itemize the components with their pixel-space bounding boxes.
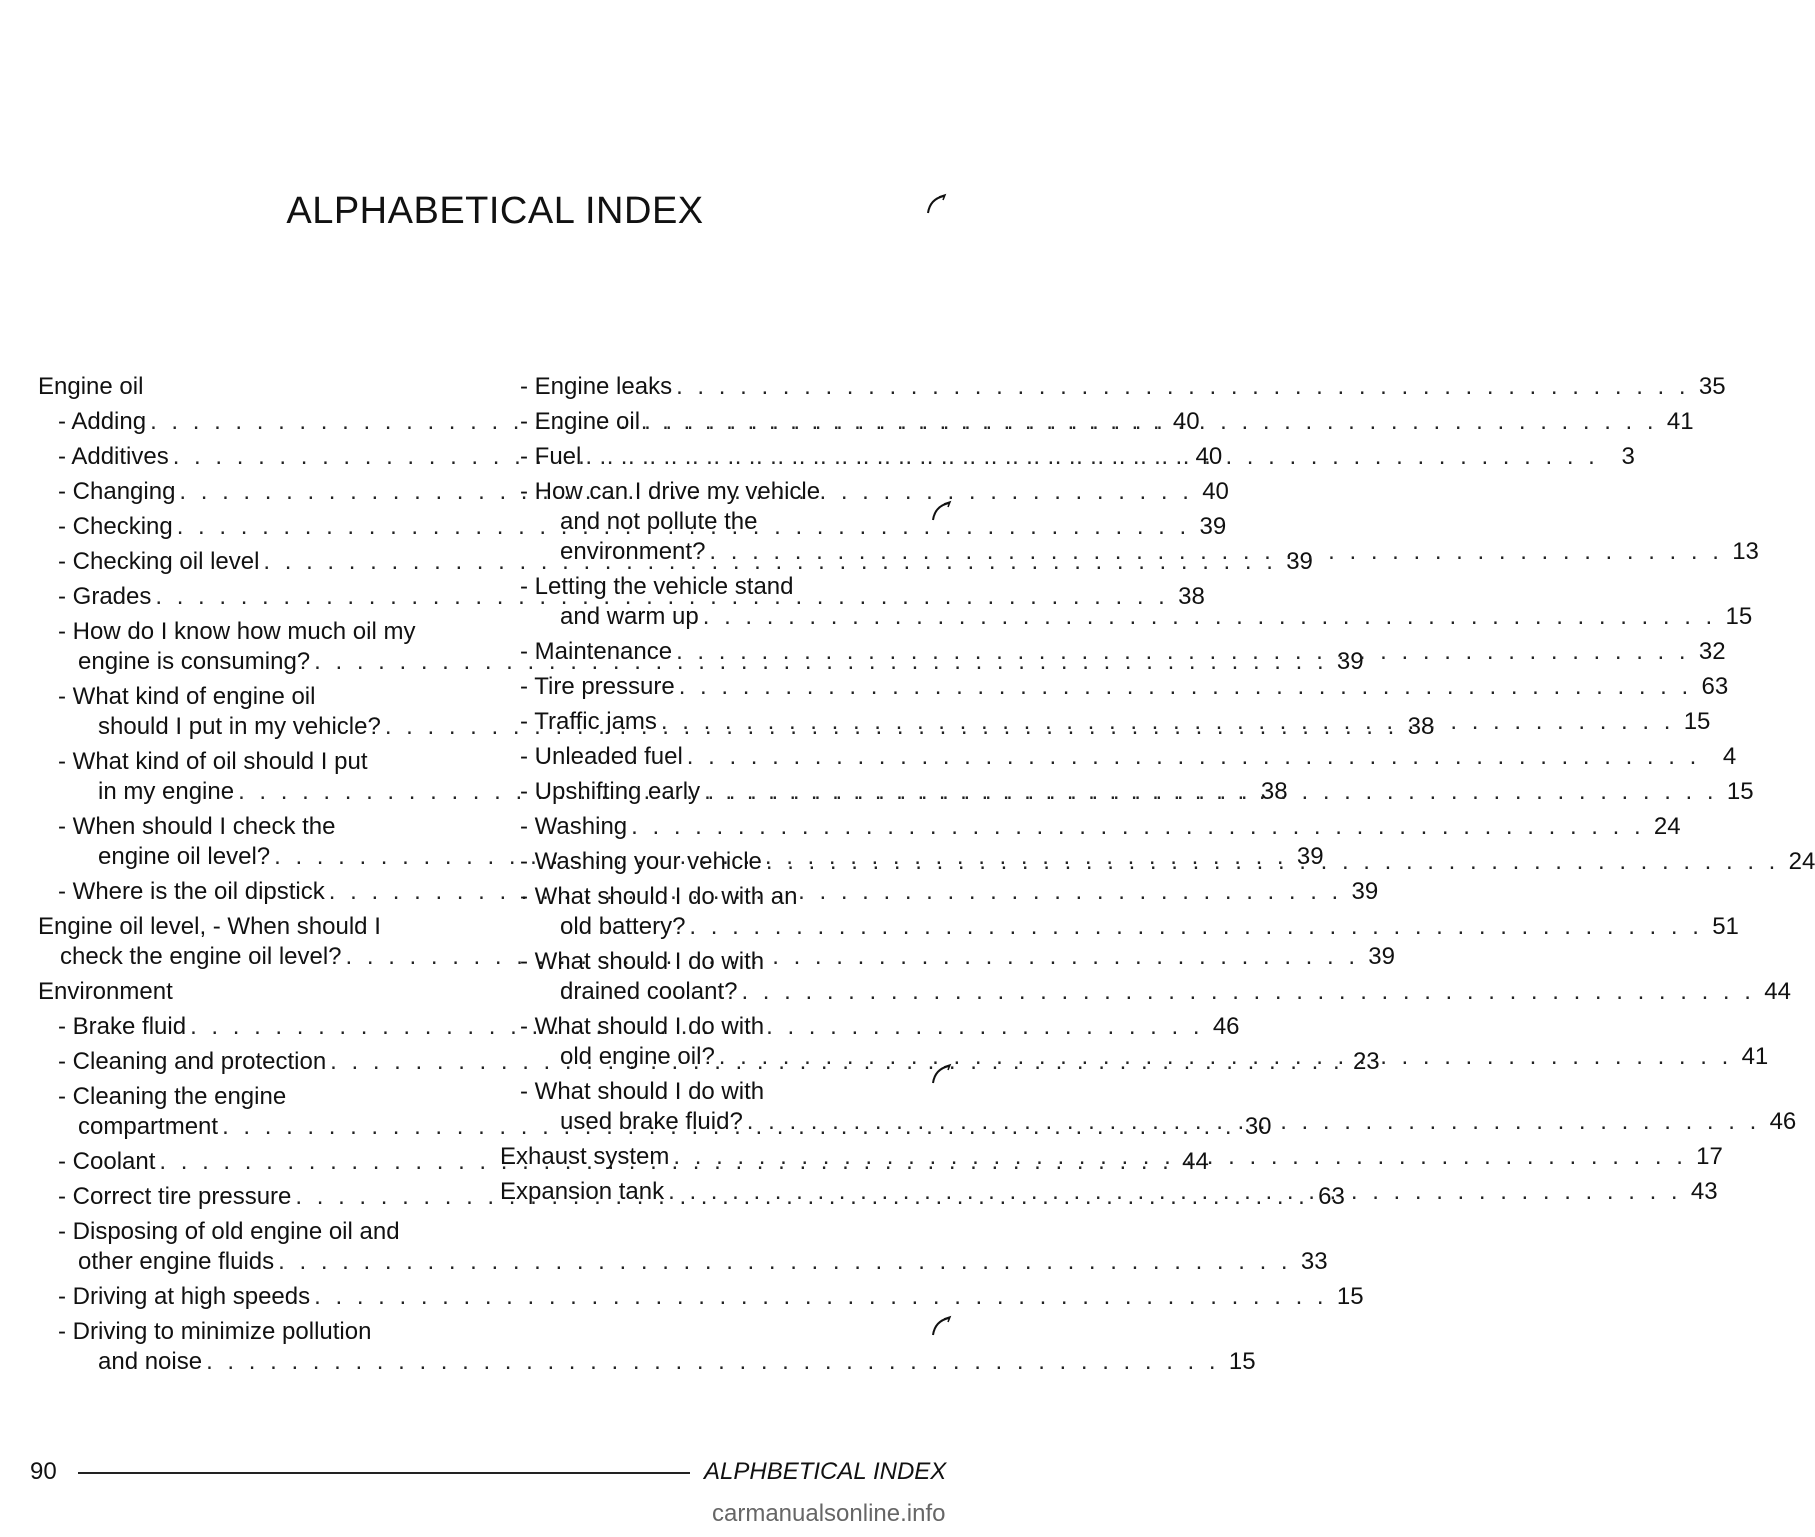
index-entry-text: Engine oil: [38, 373, 144, 400]
index-page-number: 38: [1407, 713, 1435, 740]
index-entry-text: - What should I do with: [520, 1078, 765, 1105]
dot-leader: [206, 1347, 1219, 1377]
index-entry-text: - Brake fluid: [58, 1013, 187, 1040]
index-entry-text: and not pollute the: [560, 508, 758, 535]
index-entry-text: - Washing your vehicle: [520, 848, 762, 875]
index-entry-text: Engine oil level, - When should I: [38, 913, 381, 940]
index-entry-text: old engine oil?: [560, 1043, 715, 1070]
index-page-number: 63: [1701, 673, 1729, 700]
bookmark-mark-icon: [925, 193, 947, 215]
index-entry: [38, 1317, 1256, 1377]
dot-leader: [676, 637, 1689, 667]
dot-leader: [661, 707, 1674, 737]
page-title: ALPHABETICAL INDEX: [286, 190, 704, 232]
index-entry-text: - Unleaded fuel: [520, 743, 683, 770]
dot-leader: [644, 407, 1657, 437]
index-entry-text: - Checking oil level: [58, 548, 260, 575]
index-entry-text: and warm up: [560, 603, 699, 630]
index-entry: [38, 1282, 1364, 1312]
index-page-number: 24: [1788, 848, 1815, 875]
dot-leader: [747, 1107, 1760, 1137]
index-entry-text: drained coolant?: [560, 978, 738, 1005]
index-entry: [38, 372, 478, 402]
index-entry-text: - Additives: [58, 443, 169, 470]
index-entry-text: used brake fluid?: [560, 1108, 743, 1135]
index-entry-text: compartment: [78, 1113, 219, 1140]
dot-leader: [689, 912, 1702, 942]
index-page-number: 15: [1228, 1348, 1256, 1375]
index-entry-text: - Coolant: [58, 1148, 156, 1175]
index-page-number: 41: [1666, 408, 1694, 435]
index-page-number: 46: [1769, 1108, 1797, 1135]
dot-leader: [673, 1142, 1686, 1172]
index-page-number: 39: [1351, 878, 1379, 905]
index-entry-text: - Driving to minimize pollution: [58, 1318, 372, 1345]
index-entry-text: Exhaust system: [500, 1143, 670, 1170]
index-page-number: 39: [1336, 648, 1364, 675]
index-entry-text: - Tire pressure: [520, 673, 675, 700]
index-page-number: 40: [1202, 478, 1229, 505]
index-entry-text: - How do I know how much oil my: [58, 618, 416, 645]
index-entry-text: - Grades: [58, 583, 152, 610]
index-entry-text: - Fuel: [520, 443, 582, 470]
index-entry: [38, 977, 478, 1007]
index-page-number: 38: [1178, 583, 1205, 610]
index-entry-text: - Driving at high speeds: [58, 1283, 311, 1310]
index-page-number: 39: [1199, 513, 1227, 540]
dot-leader: [704, 777, 1717, 807]
index-entry-text: environment?: [560, 538, 706, 565]
index-entry: [500, 672, 1729, 702]
dot-leader: [709, 537, 1722, 567]
index-entry-text: Expansion tank: [500, 1178, 665, 1205]
index-entry-text: - What should I do with: [520, 1013, 765, 1040]
index-entry-text: - When should I check the: [58, 813, 336, 840]
index-entry: [500, 812, 1681, 842]
index-page-number: 39: [1368, 943, 1395, 970]
index-entry-text: - What should I do with: [520, 948, 765, 975]
index-page-number: 44: [1764, 978, 1791, 1005]
index-page-number: 39: [1286, 548, 1313, 575]
index-entry-text: - Changing: [58, 478, 176, 505]
footer-rule: [78, 1472, 690, 1474]
index-page-number: 24: [1653, 813, 1681, 840]
index-entry-text: check the engine oil level?: [60, 943, 342, 970]
dot-leader: [679, 672, 1692, 702]
index-entry-text: - Adding: [58, 408, 147, 435]
dot-leader: [668, 1177, 1681, 1207]
index-page-number: 23: [1352, 1048, 1380, 1075]
index-page-number: 15: [1725, 603, 1753, 630]
index-entry-text: - Letting the vehicle stand: [520, 573, 794, 600]
index-page-number: 4: [1722, 743, 1737, 770]
index-page-number: 32: [1698, 638, 1726, 665]
index-page-number: 40: [1172, 408, 1200, 435]
index-page-number: 15: [1336, 1283, 1364, 1310]
index-page-number: 39: [1296, 843, 1324, 870]
index-entry-text: - How can I drive my vehicle: [520, 478, 821, 505]
index-page-number: 17: [1696, 1143, 1723, 1170]
index-page-number: 30: [1244, 1113, 1272, 1140]
dot-leader: [687, 742, 1700, 772]
index-entry-text: should I put in my vehicle?: [98, 713, 381, 740]
index-entry-text: other engine fluids: [78, 1248, 275, 1275]
index-entry-text: - Engine oil: [520, 408, 641, 435]
index-entry-text: - What kind of engine oil: [58, 683, 316, 710]
index-entry-text: - Upshifting early: [520, 778, 701, 805]
index-page-number: 40: [1195, 443, 1223, 470]
dot-leader: [278, 1247, 1291, 1277]
index-page-number: 44: [1182, 1148, 1209, 1175]
index-page-number: 15: [1683, 708, 1711, 735]
index-entry-text: - What kind of oil should I put: [58, 748, 368, 775]
index-page-number: 15: [1726, 778, 1754, 805]
index-entry-text: - Traffic jams: [520, 708, 657, 735]
dot-leader: [585, 442, 1598, 472]
index-page-number: 51: [1712, 913, 1739, 940]
index-page-number: 3: [1621, 443, 1635, 470]
index-entry-text: - Cleaning the engine: [58, 1083, 287, 1110]
watermark: carmanualsonline.info: [712, 1500, 946, 1527]
index-entry-text: engine oil level?: [98, 843, 271, 870]
index-entry-text: - Maintenance: [520, 638, 673, 665]
index-entry-text: - Disposing of old engine oil and: [58, 1218, 400, 1245]
index-entry-text: and noise: [98, 1348, 203, 1375]
index-page-number: 41: [1741, 1043, 1769, 1070]
index-page-number: 46: [1212, 1013, 1240, 1040]
index-entry-text: Environment: [38, 978, 173, 1005]
dot-leader: [314, 1282, 1327, 1312]
index-entry-text: old battery?: [560, 913, 686, 940]
index-entry-text: - Engine leaks: [520, 373, 673, 400]
dot-leader: [676, 372, 1689, 402]
dot-leader: [719, 1042, 1732, 1072]
index-entry-text: in my engine: [98, 778, 235, 805]
index-page-number: 63: [1318, 1183, 1345, 1210]
index-entry-text: - Checking: [58, 513, 173, 540]
index-page-number: 35: [1698, 373, 1726, 400]
page-number: 90: [30, 1458, 57, 1485]
index-entry-text: - Cleaning and protection: [58, 1048, 327, 1075]
index-entry-text: - What should I do with an: [520, 883, 798, 910]
index-page-number: 33: [1300, 1248, 1328, 1275]
dot-leader: [703, 602, 1716, 632]
bookmark-mark-icon: [930, 1315, 952, 1337]
index-entry: [500, 742, 1737, 772]
index-entry: [38, 1217, 1328, 1277]
index-entry-text: - Washing: [520, 813, 628, 840]
dot-leader: [741, 977, 1754, 1007]
index-entry: [500, 372, 1726, 402]
footer-section-label: ALPHBETICAL INDEX: [704, 1458, 947, 1485]
index-page-number: 13: [1732, 538, 1759, 565]
index-entry-text: engine is consuming?: [78, 648, 311, 675]
dot-leader: [631, 812, 1644, 842]
index-page-number: 38: [1260, 778, 1288, 805]
dot-leader: [766, 847, 1779, 877]
index-entry-text: - Where is the oil dipstick: [58, 878, 325, 905]
index-page-number: 43: [1690, 1178, 1718, 1205]
index-entry-text: - Correct tire pressure: [58, 1183, 292, 1210]
